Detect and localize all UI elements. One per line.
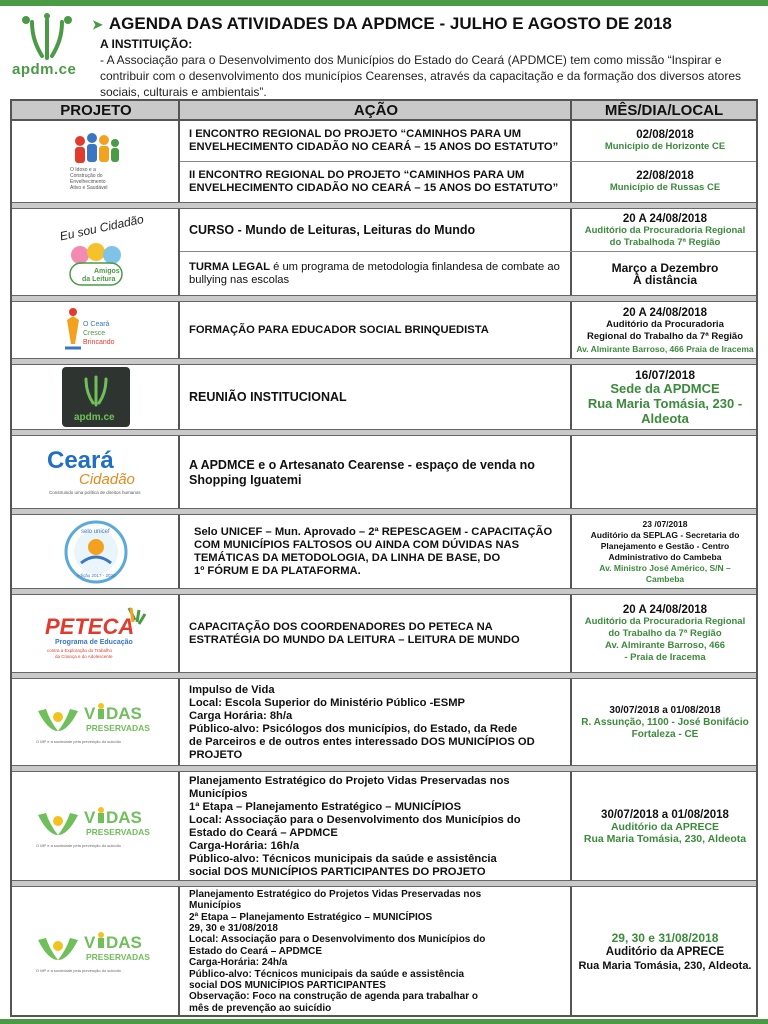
group-divider: [12, 358, 756, 365]
acao-line: Municípios: [189, 900, 242, 912]
svg-text:PETECA: PETECA: [45, 613, 135, 639]
acao-line: de Parceiros e de outros entes interessado DOS MUNICÍPIOS OD: [189, 735, 535, 748]
group-divider: [12, 508, 756, 515]
event-place: Planejamento e Gestão - Centro: [600, 541, 730, 551]
acao-line: Carga-Horária: 24h/a: [189, 957, 288, 969]
acao-reuniao: [189, 366, 569, 429]
local-planejamento-1: [574, 773, 756, 880]
event-address: Av. Almirante Barroso, 466 Praia de Iracema: [576, 343, 754, 354]
acao-line: Carga-Horária: 16h/a: [189, 839, 300, 852]
acao-line: Público-alvo: Técnicos municipais da saúde e assistência: [189, 968, 465, 980]
page-title-text: AGENDA DAS ATIVIDADES DA APDMCE - JULHO E AGOSTO DE 2018: [108, 14, 672, 33]
svg-text:DAS: DAS: [106, 808, 142, 827]
acao-line: Planejamento Estratégico do Projetos Vidas Preservadas nos: [189, 888, 482, 900]
project-unicef-logo: [12, 515, 180, 588]
project-vidas-logo: [12, 887, 180, 1015]
local-curso: [574, 210, 756, 251]
acao-line: Público-alvo: Técnicos municipais da saúde e assistência: [189, 852, 497, 865]
vidas-preservadas-logo-icon: [34, 926, 158, 976]
event-place: Auditório da APRECE: [605, 945, 725, 958]
acao-line: social DOS MUNICÍPIOS PARTICIPANTES DO PROJETO: [189, 865, 486, 878]
vidas-preservadas-logo-icon: [34, 697, 158, 747]
header-projeto: PROJETO: [60, 102, 132, 119]
event-place: Rua Maria Tomásia, 230 -: [587, 396, 743, 411]
apdmce-dark-logo-icon: [62, 367, 130, 427]
svg-text:DAS: DAS: [106, 704, 142, 723]
svg-text:Cresce: Cresce: [83, 330, 106, 337]
local-planejamento-2: [574, 888, 756, 1015]
acao-line: ESTRATÉGIA DO MUNDO DA LEITURA – LEITURA DE MUNDO: [189, 634, 520, 646]
acao-line: [189, 261, 569, 287]
local-formacao: [574, 303, 756, 358]
svg-text:O MP e a sociedade pela preven: O MP e a sociedade pela prevenção do suicídio: [36, 739, 121, 744]
acao-line: TEMÁTICAS DA METODOLOGIA, DA LINHA DE BASE, DO: [194, 552, 501, 564]
svg-text:DAS: DAS: [106, 933, 142, 952]
svg-text:Construção do: Construção do: [70, 172, 103, 179]
unicef-seal-icon: [63, 519, 129, 585]
event-place: Auditório da Procuradoria: [606, 318, 724, 330]
acao-artesanato: [189, 437, 569, 508]
acao-line: COM MUNICÍPIOS FALTOSOS OU AINDA COM DÚVIDAS NAS: [194, 539, 520, 551]
acao-curso: [189, 210, 569, 251]
acao-line: II ENCONTRO REGIONAL DO PROJETO “CAMINHOS PARA UM: [189, 169, 525, 181]
acao-line: 29, 30 e 31/08/2018: [189, 922, 278, 934]
peteca-logo-icon: [41, 606, 151, 662]
event-place: Aldeota: [641, 411, 689, 426]
event-date: 20 A 24/08/2018: [622, 306, 708, 319]
local-reuniao: [574, 366, 756, 429]
event-place: R. Assunção, 1100 - José Bonifácio: [581, 716, 749, 728]
mission-statement: - A Associação para o Desenvolvimento dos Municípios do Estado do Ceará (APDMCE) tem como missão “Inspirar e contribuir com o desenvolvimento dos municípios Cearenses, através da capacitação e da formação dos diversos atores sociais, culturais e ambientais”.: [100, 53, 741, 99]
event-date: 22/08/2018: [636, 170, 694, 182]
svg-text:Ativo e Saudável: Ativo e Saudável: [70, 184, 108, 191]
event-place: do Trabalho da 7ª Região: [608, 628, 722, 639]
group-divider: [12, 672, 756, 679]
project-apdm-logo: [12, 365, 180, 429]
svg-text:V: V: [84, 933, 96, 952]
acao-line: Local: Associação para o Desenvolvimento dos Municípios do: [189, 934, 486, 946]
acao-text: é um programa de metodologia finlandesa de combate ao bullying nas escolas: [189, 260, 560, 286]
acao-line: Estado do Ceará – APDMCE: [189, 826, 338, 839]
logo-text: apdm.ce: [12, 61, 77, 78]
acao-line: FORMAÇÃO PARA EDUCADOR SOCIAL BRINQUEDISTA: [189, 324, 489, 336]
column-divider: [570, 101, 572, 1015]
local-selo-unicef: [574, 516, 756, 588]
event-place: Sede da APDMCE: [610, 381, 720, 396]
svg-text:V: V: [84, 808, 96, 827]
institution-label: A INSTITUIÇÃO:: [100, 37, 193, 51]
project-cidadao-logo: [12, 209, 180, 295]
svg-text:selo unicef: selo unicef: [81, 528, 110, 535]
acao-line: 1º FÓRUM E DA PLATAFORMA.: [194, 565, 361, 577]
table-header: [12, 101, 756, 121]
acao-line: ENVELHECIMENTO CIDADÃO NO CEARÁ – 15 ANOS DO ESTATUTO”: [189, 182, 559, 194]
event-place: Município de Horizonte CE: [604, 141, 726, 152]
page-header: [0, 6, 768, 98]
group-divider: [12, 202, 756, 209]
svg-text:Ceará: Ceará: [47, 447, 114, 474]
svg-text:PRESERVADAS: PRESERVADAS: [86, 952, 150, 962]
reading-friends-icon: [56, 211, 145, 289]
event-date: 29, 30 e 31/08/2018: [611, 930, 719, 945]
svg-text:O Ceará: O Ceará: [83, 321, 110, 328]
svg-text:O MP e a sociedade pela preven: O MP e a sociedade pela prevenção do suicídio: [36, 843, 121, 848]
local-encontro-2: [574, 162, 756, 202]
svg-text:edição 2017 - 2020: edição 2017 - 2020: [77, 572, 116, 578]
acao-line: 2ª Etapa – Planejamento Estratégico – MUNICÍPIOS: [189, 911, 433, 923]
event-place: - Praia de Iracema: [624, 652, 706, 663]
svg-text:Brincando: Brincando: [83, 339, 115, 346]
svg-text:apdm.ce: apdm.ce: [74, 412, 115, 423]
project-ceara-cidadao-logo: [12, 436, 180, 508]
apdmce-logo-icon: [14, 14, 80, 64]
svg-text:Envelhecimento: Envelhecimento: [70, 178, 106, 185]
event-date: À distância: [632, 272, 698, 287]
header-acao: AÇÃO: [353, 102, 399, 119]
local-turma-legal: [574, 252, 756, 295]
svg-text:da Criança e do Adolescente: da Criança e do Adolescente: [55, 653, 113, 659]
acao-selo-unicef: [194, 516, 566, 588]
elderly-people-icon: [66, 131, 126, 193]
event-place: Auditório da Procuradoria Regional: [584, 224, 746, 236]
acao-line: PROJETO: [189, 748, 243, 761]
event-date: 23 /07/2018: [642, 519, 688, 529]
event-date: 02/08/2018: [636, 129, 694, 141]
ceara-cidadao-logo-icon: [41, 444, 151, 500]
event-place: Av. Almirante Barroso, 466: [604, 640, 726, 651]
acao-line: I ENCONTRO REGIONAL DO PROJETO “CAMINHOS PARA UM: [189, 128, 522, 140]
event-place: Regional do Trabalho da 7ª Região: [586, 330, 744, 342]
svg-text:da Leitura: da Leitura: [82, 276, 116, 283]
local-impulso-de-vida: [574, 680, 756, 765]
local-peteca: [574, 596, 756, 672]
svg-text:Programa de Educação: Programa de Educação: [55, 638, 133, 646]
project-vidas-logo: [12, 679, 180, 765]
acao-planejamento-1: [189, 773, 569, 880]
acao-peteca: [189, 596, 569, 672]
event-place: do Trabalhoda 7ª Região: [609, 236, 721, 248]
page-title: [92, 14, 672, 34]
svg-text:O Idoso e a: O Idoso e a: [70, 166, 96, 173]
acao-impulso-de-vida: [189, 680, 569, 765]
event-place: Rua Maria Tomásia, 230, Aldeota.: [578, 959, 752, 972]
agenda-table: [10, 99, 758, 1017]
event-date: Março a Dezembro: [611, 260, 719, 275]
event-place: Auditório da SEPLAG - Secretaria do: [590, 530, 740, 540]
acao-line: Planejamento Estratégico do Projeto Vidas Preservadas nos: [189, 774, 510, 787]
svg-text:contra a Exploração do Trabalh: contra a Exploração do Trabalho: [47, 647, 113, 653]
acao-encontro-2: [189, 162, 569, 202]
event-place: Fortaleza - CE: [631, 728, 699, 740]
svg-text:PRESERVADAS: PRESERVADAS: [86, 723, 150, 733]
ceara-cresce-brincando-icon: [61, 304, 131, 356]
event-date: 30/07/2018 a 01/08/2018: [601, 808, 729, 821]
svg-text:PRESERVADAS: PRESERVADAS: [86, 827, 150, 837]
acao-encontro-1: [189, 122, 569, 160]
acao-line: mês de prevenção ao suicídio: [189, 1002, 332, 1014]
acao-line: Municípios: [189, 787, 248, 800]
acao-line: Carga Horária: 8h/a: [189, 709, 293, 722]
bottom-accent-bar: [0, 1019, 768, 1024]
event-date: 20 A 24/08/2018: [622, 212, 708, 225]
group-divider: [12, 588, 756, 595]
event-place: Administrativo do Cambeba: [608, 552, 722, 562]
project-idoso-logo: [12, 121, 180, 202]
event-place: Município de Russas CE: [609, 182, 721, 193]
group-divider: [12, 880, 756, 887]
event-date: 16/07/2018: [634, 368, 696, 382]
acao-planejamento-2: [189, 888, 569, 1015]
svg-text:O MP e a sociedade pela preven: O MP e a sociedade pela prevenção do suicídio: [36, 968, 121, 973]
event-date: 20 A 24/08/2018: [622, 604, 708, 616]
acao-keyword: TURMA LEGAL: [189, 260, 270, 273]
acao-line: Público-alvo: Psicólogos dos municípios, do Estado, da Rede: [189, 722, 518, 735]
event-place: Auditório da Procuradoria Regional: [584, 616, 746, 627]
event-address: Av. Ministro José Américo, S/N –: [599, 563, 731, 573]
acao-text: - Mundo de Leituras, Leituras do Mundo: [234, 223, 476, 237]
acao-line: Estado do Ceará – APDMCE: [189, 945, 322, 957]
svg-text:Construindo uma política de di: Construindo uma política de direitos humanos: [49, 490, 141, 495]
project-vidas-logo: [12, 772, 180, 880]
acao-line: Local: Associação para o Desenvolvimento dos Municípios do: [189, 813, 521, 826]
svg-text:V: V: [84, 704, 96, 723]
acao-turma-legal: [189, 252, 569, 295]
acao-line: 1ª Etapa – Planejamento Estratégico – MUNICÍPIOS: [189, 800, 462, 813]
event-place: Rua Maria Tomásia, 230, Aldeota: [583, 832, 747, 845]
acao-line: social DOS MUNICÍPIOS PARTICIPANTES: [189, 980, 386, 992]
acao-line: A APDMCE e o Artesanato Cearense - espaço de venda no: [189, 457, 535, 472]
event-address: Cambeba: [645, 574, 685, 584]
acao-line: Impulso de Vida: [189, 683, 275, 696]
project-brincando-logo: [12, 302, 180, 358]
header-local: MÊS/DIA/LOCAL: [604, 102, 724, 119]
acao-line: Local: Escola Superior do Ministério Público -ESMP: [189, 696, 466, 709]
svg-text:Eu sou Cidadão: Eu sou Cidadão: [58, 211, 145, 244]
event-place: Auditório da APRECE: [610, 820, 720, 833]
acao-line: Selo UNICEF – Mun. Aprovado – 2ª REPESCAGEM - CAPACITAÇÃO: [194, 526, 553, 538]
acao-line: CAPACITAÇÃO DOS COORDENADORES DO PETECA NA: [189, 621, 493, 633]
group-divider: [12, 295, 756, 302]
acao-line: Shopping Iguatemi: [189, 472, 302, 487]
event-date: 30/07/2018 a 01/08/2018: [609, 704, 721, 716]
acao-line: ENVELHECIMENTO CIDADÃO NO CEARÁ – 15 ANOS DO ESTATUTO”: [189, 141, 559, 153]
svg-text:Cidadão: Cidadão: [79, 471, 135, 488]
acao-line: Observação: Foco na construção de agenda para trabalhar o: [189, 991, 478, 1003]
local-encontro-1: [574, 122, 756, 160]
acao-line: [189, 223, 569, 238]
project-peteca-logo: [12, 595, 180, 672]
acao-keyword: CURSO: [189, 223, 235, 237]
acao-formacao: [189, 303, 569, 358]
vidas-preservadas-logo-icon: [34, 801, 158, 851]
bullet-arrow-icon: ➤: [92, 17, 103, 32]
acao-line: REUNIÃO INSTITUCIONAL: [189, 390, 347, 404]
group-divider: [12, 765, 756, 772]
group-divider: [12, 429, 756, 436]
svg-text:Amigos: Amigos: [94, 268, 120, 275]
